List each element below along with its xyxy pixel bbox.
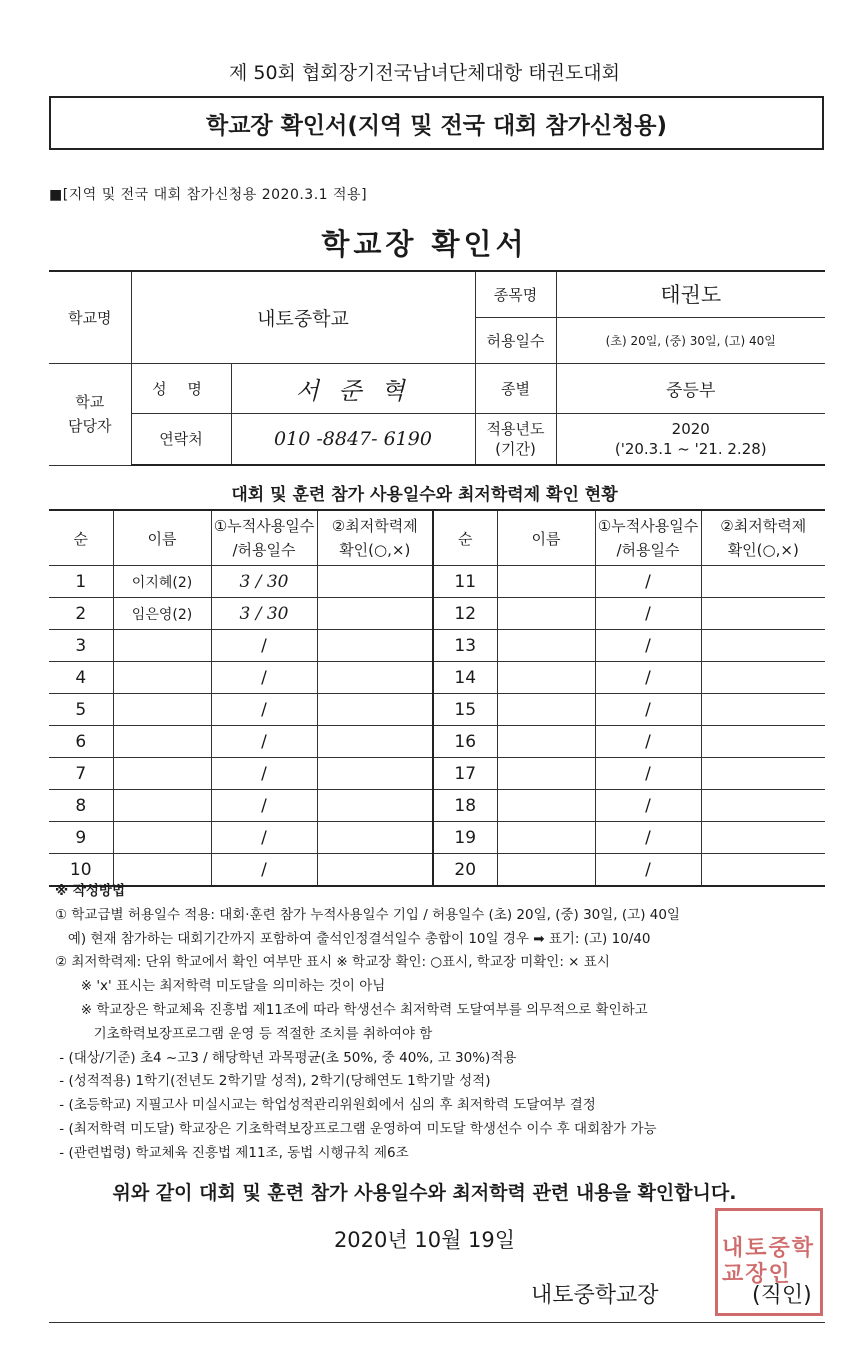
row-number: 6 <box>49 726 113 758</box>
days-used: / <box>595 822 701 854</box>
student-name <box>497 598 595 630</box>
table-row <box>49 726 825 758</box>
school-seal: 내토중학교장인 <box>715 1208 823 1316</box>
row-number: 11 <box>433 566 497 598</box>
year-cell <box>556 413 825 465</box>
instruction-line: ② 최저학력제: 단위 학교에서 확인 여부만 표시 ※ 학교장 확인: ○표시, 학교장 미확인: × 표시 <box>55 954 610 971</box>
academic-check <box>317 662 433 694</box>
header-academic: ②최저학력제 확인(○,×) <box>701 510 825 566</box>
allowed-days-value: (초) 20일, (중) 30일, (고) 40일 <box>556 317 825 363</box>
table-row <box>49 566 825 598</box>
form-note: ■[지역 및 전국 대회 참가신청용 2020.3.1 적용] <box>49 187 368 203</box>
days-used: / <box>211 822 317 854</box>
instruction-line: - (관련법령) 학교체육 진흥법 제11조, 동법 시행규칙 제6조 <box>55 1144 409 1161</box>
date: 2020년 10월 19일 <box>333 1228 516 1252</box>
academic-check <box>701 822 825 854</box>
academic-check <box>701 662 825 694</box>
student-name <box>497 790 595 822</box>
days-used: / <box>595 790 701 822</box>
table-row <box>49 822 825 854</box>
days-used: / <box>595 662 701 694</box>
header-name: 이름 <box>497 510 595 566</box>
row-number: 17 <box>433 758 497 790</box>
student-name <box>497 566 595 598</box>
staff-name: 서 준 혁 <box>231 363 475 413</box>
instruction-line: ※ 작성방법 <box>55 883 125 899</box>
year-label: 적용년도 (기간) <box>475 413 556 465</box>
staff-name-label: 성 명 <box>131 363 231 413</box>
student-name <box>113 726 211 758</box>
category-value: 중등부 <box>556 363 825 413</box>
sport-label: 종목명 <box>475 271 556 317</box>
row-number: 10 <box>49 854 113 887</box>
days-used: / <box>211 758 317 790</box>
academic-check <box>701 694 825 726</box>
academic-check <box>701 726 825 758</box>
academic-check <box>317 566 433 598</box>
row-number: 19 <box>433 822 497 854</box>
row-number: 8 <box>49 790 113 822</box>
academic-check <box>317 822 433 854</box>
academic-check <box>701 566 825 598</box>
seal-label: (직인) <box>752 1283 812 1308</box>
instruction-line: - (대상/기준) 초4 ~고3 / 해당학년 과목평균(초 50%, 중 40%, 고 30%)적용 <box>55 1049 517 1066</box>
staff-label: 학교 담당자 <box>49 363 131 465</box>
period-value: ('20.3.1 ~ '21. 2.28) <box>614 439 767 458</box>
table-row <box>49 758 825 790</box>
confirmation-text: 위와 같이 대회 및 훈련 참가 사용일수와 최저학력 관련 내용을 확인합니다. <box>112 1182 737 1204</box>
student-name <box>497 758 595 790</box>
header-academic: ②최저학력제 확인(○,×) <box>317 510 433 566</box>
table-row <box>49 598 825 630</box>
days-used: / <box>595 726 701 758</box>
table-title: 대회 및 훈련 참가 사용일수와 최저학력제 확인 현황 <box>231 485 618 505</box>
row-number: 7 <box>49 758 113 790</box>
row-number: 20 <box>433 854 497 887</box>
row-number: 13 <box>433 630 497 662</box>
instructions <box>55 880 835 1166</box>
academic-check <box>701 598 825 630</box>
days-used: / <box>595 630 701 662</box>
table-row <box>49 694 825 726</box>
student-name <box>497 662 595 694</box>
table-row <box>49 790 825 822</box>
form-title-text: 학교장 확인서(지역 및 전국 대회 참가신청용) <box>206 112 667 139</box>
certificate-title: 학교장 확인서 <box>321 227 528 261</box>
instruction-line: - (성적적용) 1학기(전년도 2학기말 성적), 2학기(당해연도 1학기말 성적) <box>55 1073 491 1090</box>
days-used: / <box>595 566 701 598</box>
student-name <box>497 726 595 758</box>
days-used: / <box>595 854 701 887</box>
row-number: 15 <box>433 694 497 726</box>
usage-table <box>49 509 825 887</box>
student-name <box>113 662 211 694</box>
student-name: 이지혜(2) <box>113 566 211 598</box>
row-number: 16 <box>433 726 497 758</box>
days-used: 3 / 30 <box>211 598 317 630</box>
instruction-line: - (최저학력 미도달) 학교장은 기초학력보장프로그램 운영하여 미도달 학생선수 이수 후 대회참가 가능 <box>55 1120 657 1137</box>
row-number: 2 <box>49 598 113 630</box>
academic-check <box>701 790 825 822</box>
academic-check <box>317 790 433 822</box>
days-used: / <box>211 790 317 822</box>
header-days: ①누적사용일수 /허용일수 <box>595 510 701 566</box>
category-label: 종별 <box>475 363 556 413</box>
row-number: 14 <box>433 662 497 694</box>
instruction-line: ① 학교급별 허용일수 적용: 대회·훈련 참가 누적사용일수 기입 / 허용일수 (초) 20일, (중) 30일, (고) 40일 <box>55 906 680 923</box>
days-used: / <box>211 694 317 726</box>
academic-check <box>317 758 433 790</box>
table-row <box>49 662 825 694</box>
days-used: 3 / 30 <box>211 566 317 598</box>
school-info-table <box>49 270 825 466</box>
days-used: / <box>595 758 701 790</box>
sport-value: 태권도 <box>556 271 825 317</box>
academic-check <box>317 694 433 726</box>
contact-label: 연락처 <box>131 413 231 465</box>
year-value: 2020 <box>671 419 710 438</box>
row-number: 5 <box>49 694 113 726</box>
days-used: / <box>595 694 701 726</box>
days-used: / <box>211 726 317 758</box>
academic-check <box>701 758 825 790</box>
principal-name: 내토중학교장 <box>531 1283 659 1308</box>
school-name-label: 학교명 <box>49 271 131 363</box>
row-number: 12 <box>433 598 497 630</box>
row-number: 3 <box>49 630 113 662</box>
row-number: 9 <box>49 822 113 854</box>
table-header-row <box>49 510 825 566</box>
school-name: 내토중학교 <box>131 271 475 363</box>
allowed-days-label: 허용일수 <box>475 317 556 363</box>
instruction-line: ※ 학교장은 학교체육 진흥법 제11조에 따라 학생선수 최저학력 도달여부를 의무적으로 확인하고 <box>55 1001 648 1018</box>
table-row <box>49 630 825 662</box>
header-no: 순 <box>49 510 113 566</box>
row-number: 4 <box>49 662 113 694</box>
row-number: 18 <box>433 790 497 822</box>
days-used: / <box>211 854 317 887</box>
student-name <box>113 790 211 822</box>
instruction-line: 예) 현재 참가하는 대회기간까지 포함하여 출석인정결석일수 총합이 10일 경우 ➡ 표기: (고) 10/40 <box>55 930 651 947</box>
student-name <box>497 822 595 854</box>
days-used: / <box>595 598 701 630</box>
academic-check <box>317 726 433 758</box>
academic-check <box>317 630 433 662</box>
student-name <box>497 630 595 662</box>
student-name <box>113 694 211 726</box>
days-used: / <box>211 662 317 694</box>
instruction-line: 기초학력보장프로그램 운영 등 적절한 조치를 취하여야 함 <box>55 1025 433 1042</box>
student-name <box>113 630 211 662</box>
academic-check <box>317 598 433 630</box>
student-name: 임은영(2) <box>113 598 211 630</box>
header-name: 이름 <box>113 510 211 566</box>
row-number: 1 <box>49 566 113 598</box>
form-title <box>49 96 824 150</box>
contact-value: 010 -8847- 6190 <box>231 413 475 465</box>
student-name <box>497 694 595 726</box>
instruction-line: ※ 'x' 표시는 최저학력 미도달을 의미하는 것이 아님 <box>55 978 386 995</box>
student-name <box>113 822 211 854</box>
bottom-divider <box>49 1322 825 1323</box>
header-days: ①누적사용일수 /허용일수 <box>211 510 317 566</box>
academic-check <box>701 630 825 662</box>
header-no: 순 <box>433 510 497 566</box>
days-used: / <box>211 630 317 662</box>
event-title: 제 50회 협회장기전국남녀단체대항 태권도대회 <box>228 62 621 84</box>
student-name <box>113 758 211 790</box>
instruction-line: - (초등학교) 지필고사 미실시교는 학업성적관리위원회에서 심의 후 최저학력 도달여부 결정 <box>55 1097 596 1114</box>
